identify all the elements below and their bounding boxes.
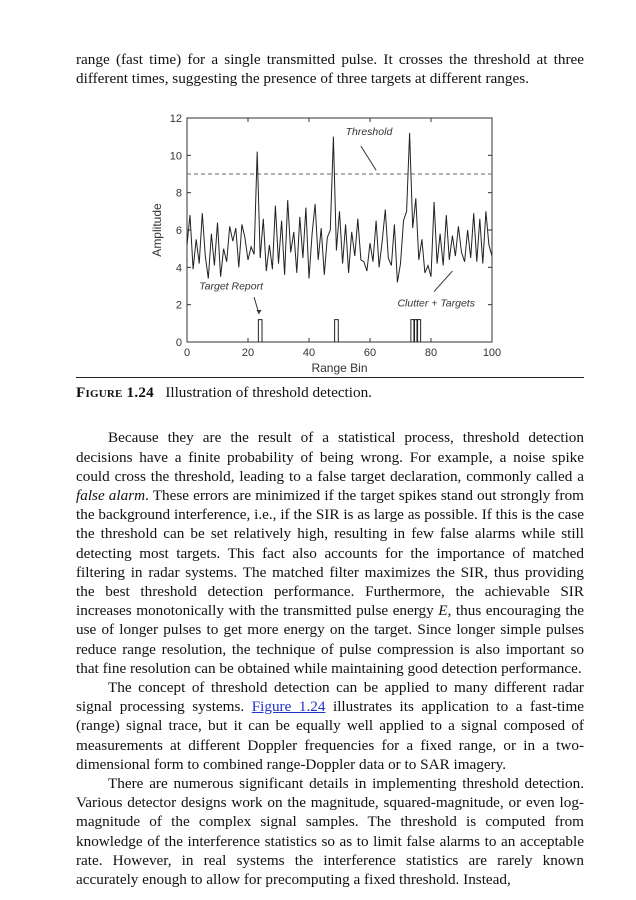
y-tick-label: 2: [175, 300, 182, 313]
paragraph-details: There are numerous significant details in implementing threshold detection. Various detector designs work on the magnitude, squared-magnitude, or even log-magnitude of the complex signal samples. The threshold is computed from knowledge of the interference statistics so as to limit false alarms to an acceptable rate. However, in real systems the interference statistics are rarely known accurately enough to allow for precomputing a fixed threshold. Instead,: [76, 775, 584, 889]
annotation-clutter: Clutter + Targets: [397, 297, 475, 310]
y-tick-label: 10: [169, 150, 182, 163]
p2-text-b: illustrates its application to a fast-time (range) signal trace, but it can be equally well applied to a signal composed of measurements at different Doppler frequencies for a fixed range, or in a two-dimensional form to combined range-Doppler data or to SAR imagery.: [76, 698, 585, 773]
top-paragraph: range (fast time) for a single transmitted pulse. It crosses the threshold at three different times, suggesting the presence of three targets at different ranges.: [76, 51, 584, 88]
x-tick-label: 40: [302, 347, 316, 360]
p1-emphasis: false alarm: [76, 487, 146, 505]
detection-pulse: [258, 320, 262, 342]
y-tick-label: 6: [175, 225, 182, 238]
y-tick-label: 12: [169, 113, 182, 126]
y-tick-label: 4: [175, 262, 182, 275]
p1-text-a: Because they are the result of a statistical process, threshold detection decisions have a finite probability of being wrong. For example, a noise spike could cross the threshold, leading to a false target declaration, commonly called a: [76, 429, 584, 485]
signal-trace: [187, 133, 492, 282]
x-tick-label: 100: [482, 347, 502, 360]
p1-text-b: . These errors are minimized if the target spikes stand out strongly from the background interference, i.e., if the SIR is as large as possible. If this is the case the threshold can be set relatively high, resulting in few false alarms while still detecting most targets. This fact also accounts for the importance of matched filtering in radar systems. The matched filter maximizes the SIR, thus providing the best threshold detection performance. Furthermore, the achievable SIR increases monotonically with the transmitted pulse energy: [76, 487, 584, 620]
x-tick-label: 80: [424, 347, 438, 360]
caption-label: Figure 1.24: [76, 384, 154, 402]
x-tick-label: 20: [241, 347, 255, 360]
caption-text: Illustration of threshold detection.: [165, 384, 372, 402]
x-tick-label: 0: [183, 347, 191, 360]
annotation-threshold: Threshold: [345, 126, 393, 139]
x-axis-label: Range Bin: [311, 361, 368, 376]
annotation-target-report: Target Report: [199, 281, 264, 294]
p2-text-a: The concept of threshold detection can be applied to many different radar signal processing systems.: [76, 679, 584, 716]
y-tick-label: 0: [175, 337, 182, 350]
figure-1-24: [76, 97, 584, 379]
p1-text-c: , thus encouraging the use of longer pulses to get more energy on the target. Since longer simple pulses reduce range resolution, the technique of pulse compression is also important so that fine resolution can be obtained while maintaining good detection performance.: [76, 602, 584, 677]
x-tick-label: 60: [363, 347, 377, 360]
paragraph-concept: [76, 678, 584, 774]
paragraph-false-alarm: [76, 428, 584, 678]
target-report-arrowhead: [256, 310, 261, 314]
detection-pulse: [335, 320, 339, 342]
threshold-detection-chart: [76, 97, 584, 379]
y-tick-label: 8: [175, 188, 182, 201]
y-axis-label: Amplitude: [150, 203, 164, 258]
clutter-pointer: [434, 271, 452, 292]
figure-rule: [76, 377, 584, 378]
figure-link[interactable]: Figure 1.24: [251, 698, 326, 716]
threshold-pointer: [361, 146, 376, 170]
page-body: [76, 50, 584, 889]
figure-caption: [76, 383, 584, 402]
p1-variable: E: [438, 602, 448, 620]
